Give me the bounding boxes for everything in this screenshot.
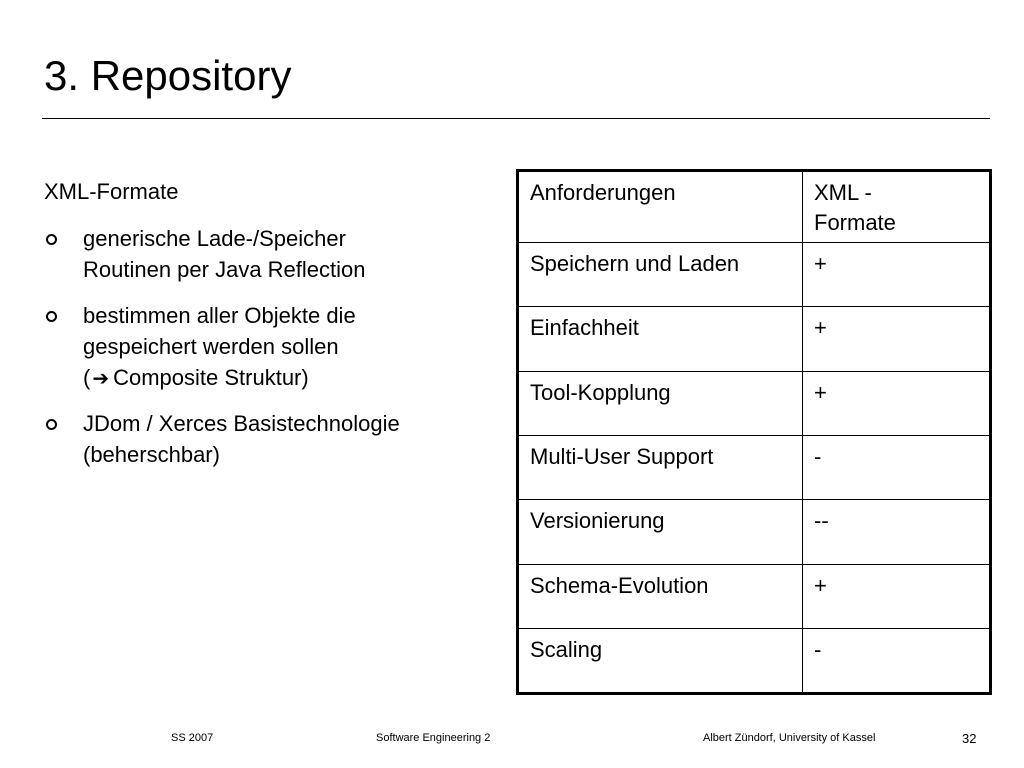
footer-course: Software Engineering 2 xyxy=(376,732,491,744)
footer-author: Albert Zündorf, University of Kassel xyxy=(703,732,876,744)
table-header-row xyxy=(518,171,991,243)
slide-title: 3. Repository xyxy=(44,52,292,99)
bullet-circle-icon xyxy=(46,234,57,245)
rating-cell: - xyxy=(803,629,991,694)
rating-cell: - xyxy=(803,436,991,500)
requirement-cell: Tool-Kopplung xyxy=(518,371,803,435)
bullet-text-line: (beherschbar) xyxy=(83,442,220,467)
rating-cell: -- xyxy=(803,500,991,564)
footer-semester: SS 2007 xyxy=(171,732,214,744)
bullet-item xyxy=(44,408,474,470)
header-cell-requirements: Anforderungen xyxy=(518,171,803,243)
requirement-cell: Multi-User Support xyxy=(518,436,803,500)
bullet-circle-icon xyxy=(46,311,57,322)
bullet-text-line: gespeichert werden sollen xyxy=(83,334,339,359)
table-row xyxy=(518,564,991,628)
table-row xyxy=(518,371,991,435)
page-number: 32 xyxy=(962,731,977,746)
paren-open: ( xyxy=(83,365,91,390)
paren-text: Composite Struktur) xyxy=(113,365,309,390)
table-row xyxy=(518,436,991,500)
header-line: Formate xyxy=(814,210,896,235)
requirement-cell: Speichern und Laden xyxy=(518,242,803,306)
bullet-text-line: bestimmen aller Objekte die xyxy=(83,303,356,328)
requirement-cell: Versionierung xyxy=(518,500,803,564)
bullet-item xyxy=(44,223,474,285)
table-row xyxy=(518,242,991,306)
bullet-item xyxy=(44,300,474,393)
bullet-text-line: generische Lade-/Speicher xyxy=(83,226,346,251)
table-row xyxy=(518,307,991,371)
right-arrow-icon: ➔ xyxy=(92,368,110,390)
bullet-circle-icon xyxy=(46,419,57,430)
requirement-cell: Scaling xyxy=(518,629,803,694)
bullet-text-line: JDom / Xerces Basistechnologie xyxy=(83,411,400,436)
rating-cell: + xyxy=(803,307,991,371)
bullet-text-line xyxy=(83,362,474,393)
table-row xyxy=(518,500,991,564)
bullet-list xyxy=(44,223,474,470)
bullet-text-line: Routinen per Java Reflection xyxy=(83,257,366,282)
title-divider xyxy=(42,118,990,119)
requirement-cell: Einfachheit xyxy=(518,307,803,371)
header-line: XML - xyxy=(814,180,872,205)
header-cell-xml-formats xyxy=(803,171,991,243)
section-heading: XML-Formate xyxy=(44,179,179,204)
requirement-cell: Schema-Evolution xyxy=(518,564,803,628)
table-row xyxy=(518,629,991,694)
rating-cell: + xyxy=(803,242,991,306)
rating-cell: + xyxy=(803,564,991,628)
left-content xyxy=(44,176,474,485)
rating-cell: + xyxy=(803,371,991,435)
requirements-table xyxy=(516,169,992,695)
